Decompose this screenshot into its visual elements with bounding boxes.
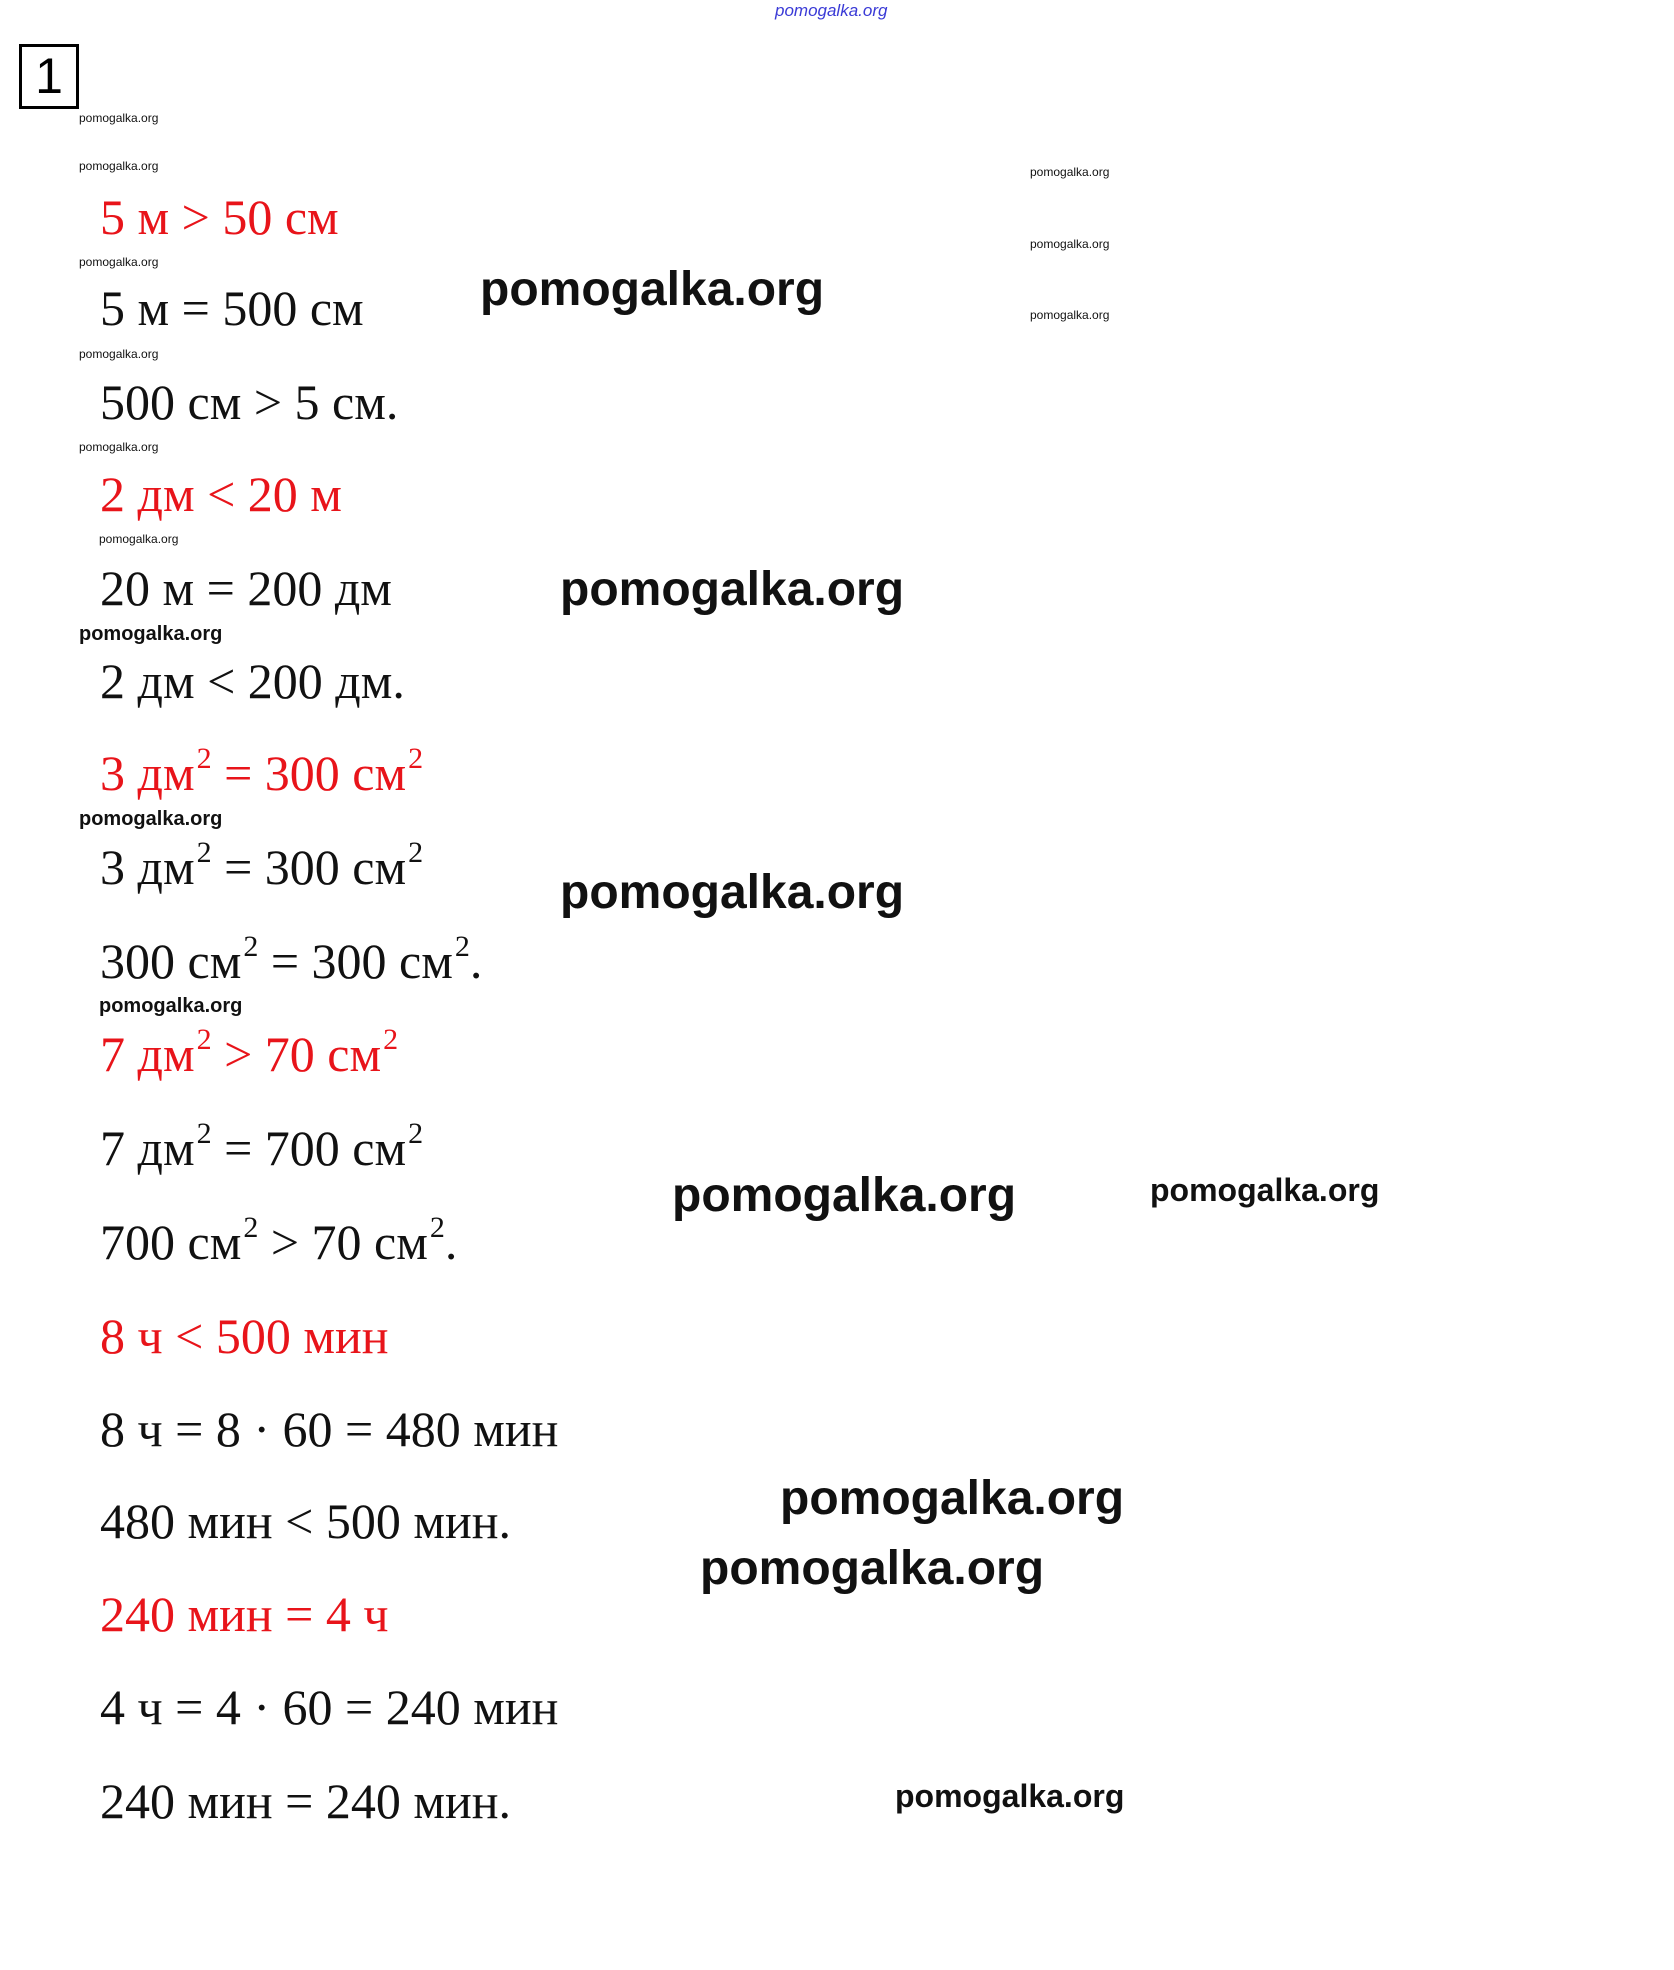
watermark: pomogalka.org (1150, 1172, 1380, 1208)
exponent: 2 (196, 1117, 212, 1150)
watermark: pomogalka.org (99, 995, 243, 1017)
exponent: 2 (454, 930, 470, 963)
math-text: > 70 см (258, 1214, 428, 1270)
solution-step (100, 1212, 457, 1272)
math-text: 4 ч = 4 · 60 = 240 мин (100, 1679, 559, 1735)
math-text: = 700 см (211, 1120, 407, 1176)
solution-step (100, 837, 423, 897)
math-text: > 70 см (211, 1026, 382, 1082)
watermark: pomogalka.org (895, 1778, 1125, 1814)
task-number-box (19, 44, 79, 109)
math-text: . (444, 1214, 458, 1270)
math-text: 3 дм (100, 745, 195, 801)
solution-step (100, 1677, 558, 1737)
math-text: 8 ч = 8 · 60 = 480 мин (100, 1401, 559, 1457)
watermark: pomogalka.org (775, 1, 888, 20)
math-text: 5 м > 50 см (100, 189, 339, 245)
exponent: 2 (243, 1211, 259, 1244)
math-text: . (469, 933, 483, 989)
exponent: 2 (196, 1023, 212, 1056)
watermark: pomogalka.org (79, 159, 159, 173)
math-text: 5 м = 500 см (100, 280, 364, 336)
math-text: 240 мин = 4 ч (100, 1586, 389, 1642)
exponent: 2 (243, 930, 259, 963)
math-text: 8 ч < 500 мин (100, 1308, 389, 1364)
watermark: pomogalka.org (79, 440, 159, 454)
math-text: 300 см (100, 933, 242, 989)
solution-step (100, 1118, 423, 1178)
exponent: 2 (383, 1023, 399, 1056)
math-text: 3 дм (100, 839, 195, 895)
math-text: = 300 см (211, 839, 407, 895)
watermark: pomogalka.org (79, 111, 159, 125)
watermark: pomogalka.org (79, 255, 159, 269)
comparison-statement (100, 1306, 389, 1366)
solution-step (100, 1399, 558, 1459)
math-text: 7 дм (100, 1026, 195, 1082)
math-text: 2 дм < 200 дм. (100, 653, 405, 709)
watermark: pomogalka.org (780, 1472, 1125, 1525)
math-text: = 300 см (211, 745, 407, 801)
exponent: 2 (196, 836, 212, 869)
math-text: 500 см > 5 см. (100, 374, 399, 430)
task-number: 1 (35, 48, 63, 104)
watermark: pomogalka.org (79, 808, 223, 830)
watermark: pomogalka.org (79, 623, 223, 645)
solution-step (100, 558, 392, 618)
exponent: 2 (408, 742, 424, 775)
watermark: pomogalka.org (560, 563, 905, 616)
watermark: pomogalka.org (99, 532, 179, 546)
math-text: = 300 см (258, 933, 453, 989)
comparison-statement (100, 187, 339, 247)
exponent: 2 (196, 742, 212, 775)
comparison-statement (100, 464, 342, 524)
math-text: 700 см (100, 1214, 242, 1270)
solution-step (100, 1491, 511, 1551)
watermark: pomogalka.org (700, 1542, 1045, 1595)
exponent: 2 (408, 1117, 424, 1150)
solution-step (100, 931, 482, 991)
math-text: 240 мин = 240 мин. (100, 1773, 512, 1829)
comparison-statement (100, 1584, 389, 1644)
watermark: pomogalka.org (672, 1169, 1017, 1222)
math-text: 480 мин < 500 мин. (100, 1493, 512, 1549)
watermark: pomogalka.org (1030, 237, 1110, 251)
comparison-statement (100, 1024, 398, 1084)
solution-step (100, 1771, 511, 1831)
solution-step (100, 278, 364, 338)
math-text: 20 м = 200 дм (100, 560, 392, 616)
math-text: 2 дм < 20 м (100, 466, 342, 522)
watermark: pomogalka.org (1030, 165, 1110, 179)
watermark: pomogalka.org (1030, 308, 1110, 322)
solution-step (100, 651, 405, 711)
math-text: 7 дм (100, 1120, 195, 1176)
comparison-statement (100, 743, 423, 803)
exponent: 2 (408, 836, 424, 869)
solution-step (100, 372, 398, 432)
watermark: pomogalka.org (79, 347, 159, 361)
watermark: pomogalka.org (480, 263, 825, 316)
exponent: 2 (429, 1211, 445, 1244)
watermark: pomogalka.org (560, 866, 905, 919)
